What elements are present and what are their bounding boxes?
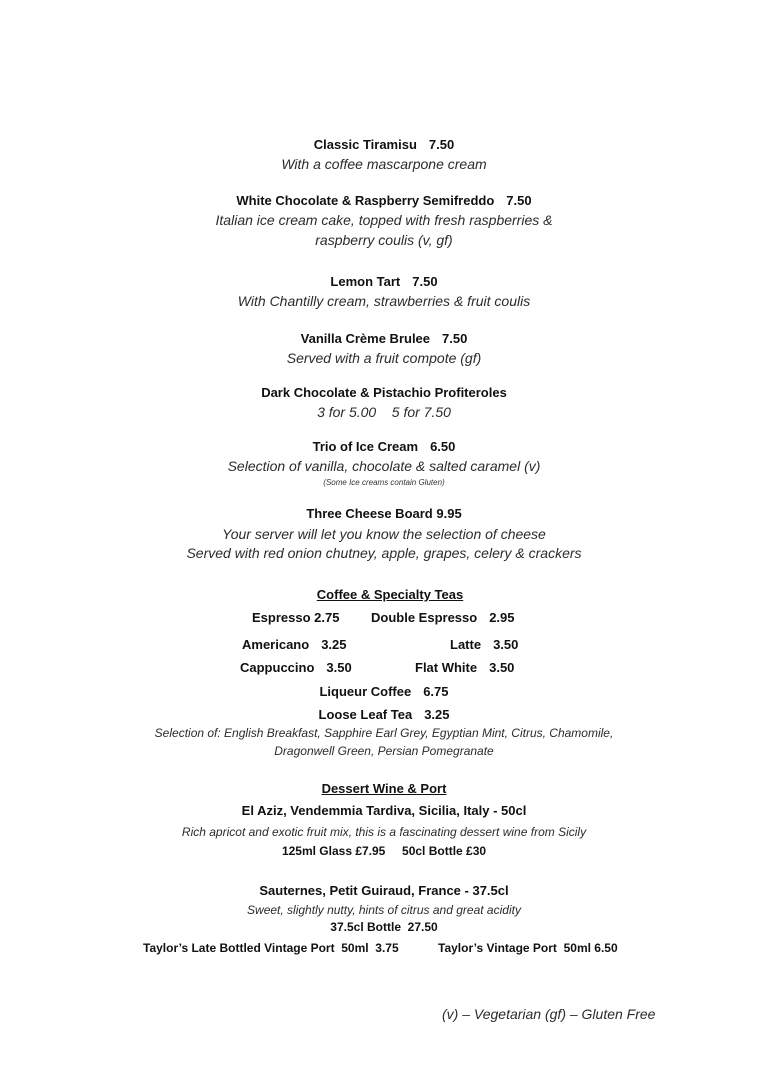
item-description: raspberry coulis (v, gf) bbox=[315, 232, 453, 248]
wine-name: El Aziz, Vendemmia Tardiva, Sicilia, Italy - 50cl bbox=[241, 803, 527, 818]
item-price: 7.50 bbox=[412, 274, 438, 289]
item-name: Lemon Tart bbox=[330, 274, 401, 289]
item-name: Loose Leaf Tea bbox=[318, 707, 413, 722]
coffee-item bbox=[240, 660, 352, 675]
menu-item-title bbox=[0, 137, 768, 152]
item-description: Italian ice cream cake, topped with fresh raspberries & bbox=[215, 212, 553, 228]
coffee-section-heading: Coffee & Specialty Teas bbox=[316, 587, 464, 602]
item-price: 3.50 bbox=[489, 660, 515, 675]
port-item: Taylor’s Late Bottled Vintage Port 50ml 3.75 bbox=[143, 941, 399, 955]
item-name: Flat White bbox=[415, 660, 478, 675]
item-name: Latte bbox=[450, 637, 482, 652]
item-price: 3.25 bbox=[321, 637, 347, 652]
coffee-item bbox=[0, 707, 768, 722]
item-name: Trio of Ice Cream bbox=[312, 439, 419, 454]
coffee-item bbox=[415, 660, 514, 675]
menu-item-title bbox=[0, 439, 768, 454]
menu-item-title bbox=[0, 506, 768, 521]
item-name: Liqueur Coffee bbox=[319, 684, 412, 699]
item-price: 7.50 bbox=[428, 137, 455, 152]
item-description: Served with a fruit compote (gf) bbox=[286, 350, 482, 366]
item-description: Selection of vanilla, chocolate & salted caramel (v) bbox=[227, 458, 541, 474]
wine-description: Sweet, slightly nutty, hints of citrus and great acidity bbox=[247, 903, 521, 917]
item-price: 7.50 bbox=[442, 331, 468, 346]
item-price: 9.95 bbox=[436, 506, 462, 521]
item-name: White Chocolate & Raspberry Semifreddo bbox=[236, 193, 495, 208]
item-description: 3 for 5.00 5 for 7.50 bbox=[317, 404, 451, 420]
coffee-item bbox=[242, 637, 347, 652]
item-name: Vanilla Crème Brulee bbox=[300, 331, 431, 346]
wine-prices: 37.5cl Bottle 27.50 bbox=[330, 920, 438, 934]
item-price: 2.95 bbox=[489, 610, 515, 625]
item-price: 2.75 bbox=[314, 610, 340, 625]
coffee-item bbox=[371, 610, 515, 625]
item-description: Your server will let you know the selection of cheese bbox=[222, 526, 546, 542]
tea-selection: Selection of: English Breakfast, Sapphire Earl Grey, Egyptian Mint, Citrus, Chamomile, bbox=[154, 726, 614, 740]
item-price: 6.50 bbox=[430, 439, 456, 454]
menu-item-title bbox=[0, 331, 768, 346]
item-name: Americano bbox=[242, 637, 310, 652]
dietary-legend: (v) – Vegetarian (gf) – Gluten Free bbox=[442, 1006, 656, 1022]
item-name: Double Espresso bbox=[371, 610, 478, 625]
item-price: 7.50 bbox=[506, 193, 532, 208]
item-description: With a coffee mascarpone cream bbox=[281, 156, 487, 172]
item-description: With Chantilly cream, strawberries & fruit coulis bbox=[237, 293, 531, 309]
item-price: 3.50 bbox=[326, 660, 352, 675]
item-name: Espresso bbox=[252, 610, 311, 625]
item-price: 3.50 bbox=[493, 637, 519, 652]
wine-description: Rich apricot and exotic fruit mix, this is a fascinating dessert wine from Sicily bbox=[181, 825, 587, 839]
item-name: Cappuccino bbox=[240, 660, 315, 675]
gluten-note: (Some Ice creams contain Gluten) bbox=[323, 478, 445, 487]
item-price: 3.25 bbox=[424, 707, 450, 722]
menu-item-title bbox=[0, 193, 768, 208]
menu-item-title bbox=[0, 274, 768, 289]
coffee-item bbox=[450, 637, 518, 652]
item-price: 6.75 bbox=[423, 684, 449, 699]
port-item: Taylor’s Vintage Port 50ml 6.50 bbox=[438, 941, 618, 955]
tea-selection: Dragonwell Green, Persian Pomegranate bbox=[274, 744, 494, 758]
wine-prices: 125ml Glass £7.95 50cl Bottle £30 bbox=[281, 844, 487, 858]
item-description: Served with red onion chutney, apple, grapes, celery & crackers bbox=[186, 545, 582, 561]
item-name: Three Cheese Board bbox=[306, 506, 433, 521]
wine-name: Sauternes, Petit Guiraud, France - 37.5cl bbox=[259, 883, 509, 898]
coffee-item bbox=[0, 684, 768, 699]
wine-section-heading: Dessert Wine & Port bbox=[321, 781, 447, 796]
menu-item-title: Dark Chocolate & Pistachio Profiteroles bbox=[261, 385, 507, 400]
item-name: Classic Tiramisu bbox=[313, 137, 417, 152]
coffee-item bbox=[252, 610, 339, 625]
